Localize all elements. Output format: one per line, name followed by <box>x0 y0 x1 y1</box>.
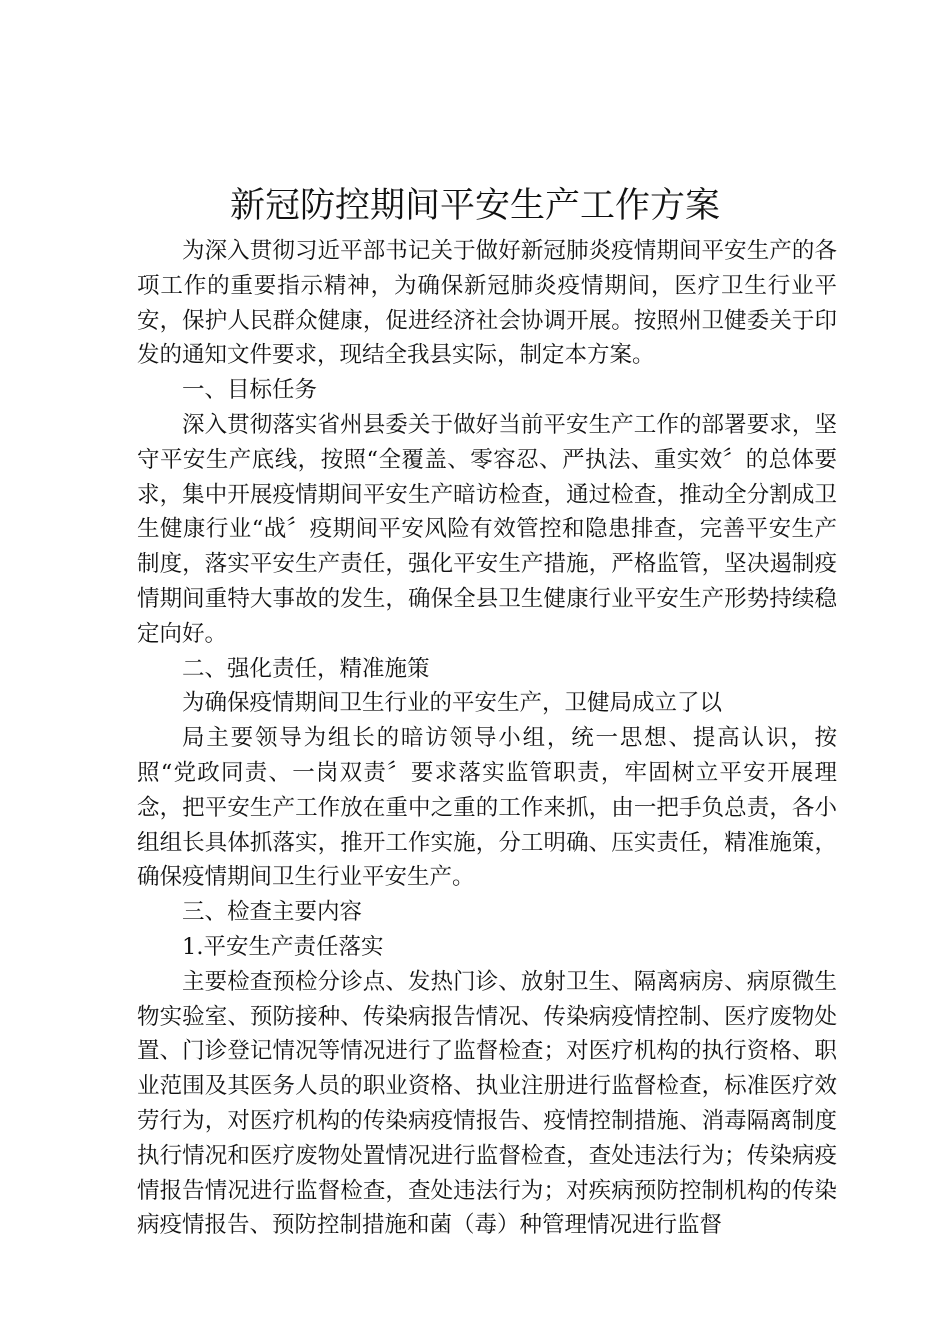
paragraph-responsibility-body: 局主要领导为组长的暗访领导小组，统一思想、提高认识，按照“党政同责、一岗双责〞要求落实监管职责，牢固树立平安开展理念，把平安生产工作放在重中之重的工作来抓，由一把手负总责，各小组组长具体抓落实，推开工作实施，分工明确、压实责任，精准施策，确保疫情期间卫生行业平安生产。 <box>137 725 837 891</box>
document-body <box>137 234 837 1243</box>
heading-objectives: 一、目标任务 <box>182 377 318 404</box>
heading-responsibility: 二、强化责任，精准施策 <box>182 655 430 682</box>
heading-inspection-content: 三、检查主要内容 <box>182 899 363 926</box>
paragraph-responsibility-lead: 为确保疫情期间卫生行业的平安生产，卫健局成立了以 <box>182 690 723 717</box>
subheading-safety-responsibility: 1.平安生产责任落实 <box>182 933 384 960</box>
document-title: 新冠防控期间平安生产工作方案 <box>229 186 720 226</box>
paragraph-objectives: 深入贯彻落实省州县委关于做好当前平安生产工作的部署要求，坚守平安生产底线，按照“全覆盖、零容忍、严执法、重实效〞的总体要求，集中开展疫情期间平安生产暗访检查，通过检查，推动全分割成卫生健康行业“战〞疫期间平安风险有效管控和隐患排查，完善平安生产制度，落实平安生产责任，强化平安生产措施，严格监管，坚决遏制疫情期间重特大事故的发生，确保全县卫生健康行业平安生产形势持续稳定向好。 <box>137 411 837 647</box>
paragraph-inspection-details: 主要检查预检分诊点、发热门诊、放射卫生、隔离病房、病原微生物实验室、预防接种、传染病报告情况、传染病疫情控制、医疗废物处置、门诊登记情况等情况进行了监督检查；对医疗机构的执行资格、职业范围及其医务人员的职业资格、执业注册进行监督检查，标准医疗效劳行为，对医疗机构的传染病疫情报告、疫情控制措施、消毒隔离制度执行情况和医疗废物处置情况进行监督检查，查处违法行为；传染病疫情报告情况进行监督检查，查处违法行为；对疾病预防控制机构的传染病疫情报告、预防控制措施和菌（毒）种管理情况进行监督 <box>137 968 837 1239</box>
paragraph-intro: 为深入贯彻习近平部书记关于做好新冠肺炎疫情期间平安生产的各项工作的重要指示精神，为确保新冠肺炎疫情期间，医疗卫生行业平安，保护人民群众健康，促进经济社会协调开展。按照州卫健委关于印发的通知文件要求，现结全我县实际，制定本方案。 <box>137 238 837 369</box>
